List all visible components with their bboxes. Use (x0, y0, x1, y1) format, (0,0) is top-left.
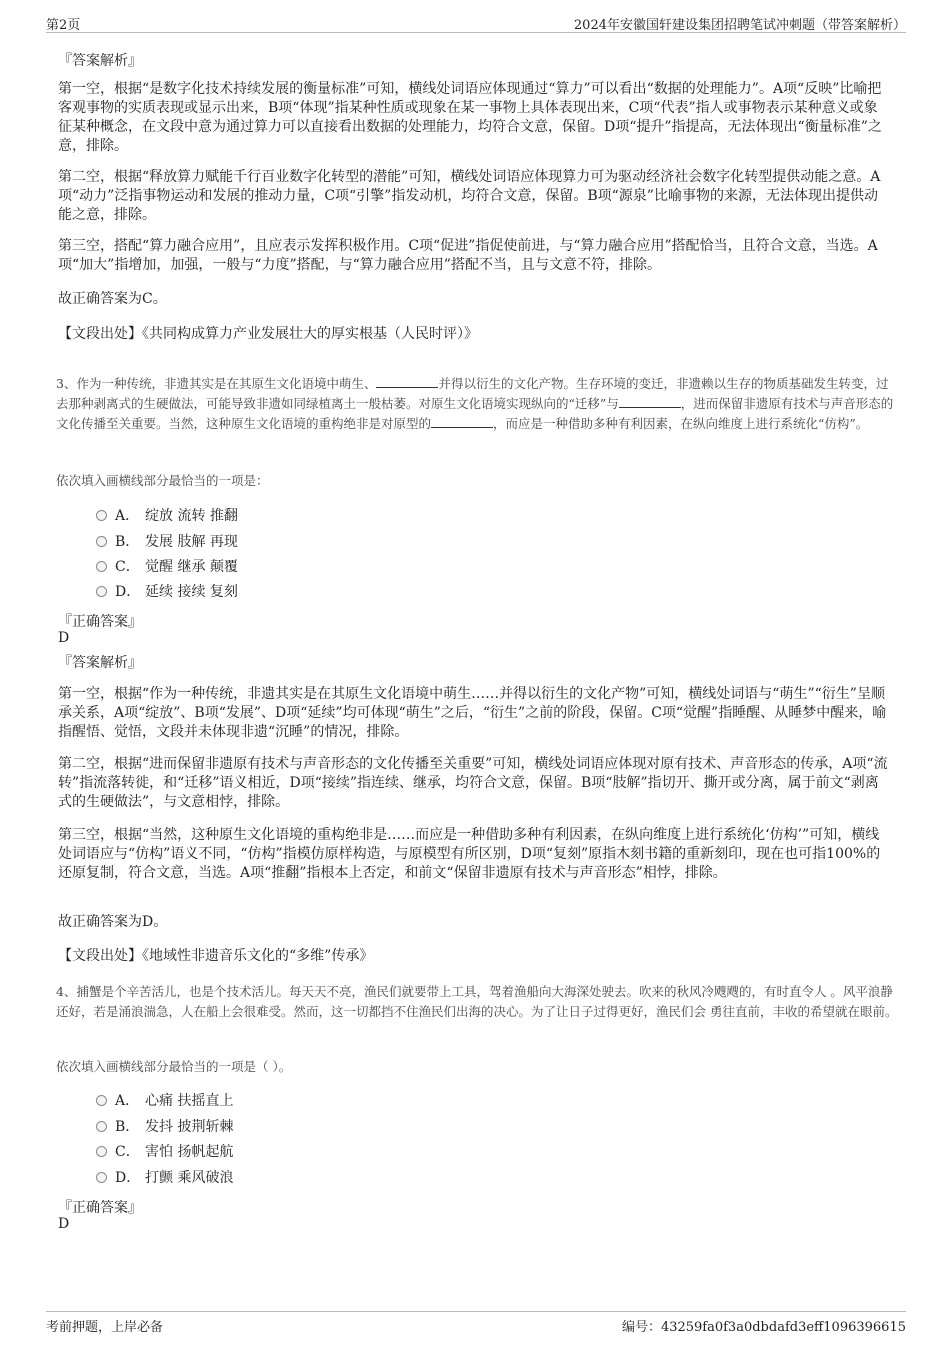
correct-answer-label: 『正确答案』 (58, 614, 142, 630)
document-id: 编号：43259fa0f3a0dbdafd3eff1096396615 (621, 1320, 906, 1335)
source-citation: 【文段出处】《地域性非遗音乐文化的“多维”传承》 (58, 948, 374, 964)
page-header (46, 14, 906, 33)
blank-line (431, 415, 493, 428)
blank-line (619, 395, 681, 408)
option-a[interactable]: A． 心痛 扶摇直上 (96, 1091, 233, 1111)
question-4-prompt: 依次填入画横线部分最恰当的一项是（ ）。 (56, 1059, 292, 1074)
page-footer (46, 1311, 906, 1335)
radio-icon[interactable] (96, 1146, 107, 1157)
conclusion: 故正确答案为D。 (58, 914, 168, 930)
radio-icon[interactable] (96, 1172, 107, 1183)
radio-icon[interactable] (96, 536, 107, 547)
analysis-paragraph: 第三空，根据“当然，这种原生文化语境的重构绝非是……而应是一种借助多种有利因素，在纵向维度上进行系统化‘仿构’”可知，横线处词语应与“仿构”语义不同，“仿构”指模仿原样构造，与原模型有所区别，D项“复刻”原指木刻书籍的重新刻印，现在也可指100%的还原复制，符合文意，当选。A项“推翻”指根本上否定，和前文“保留非遗原有技术与声音形态”相悖，排除。 (58, 827, 881, 881)
option-c[interactable]: C． 觉醒 继承 颠覆 (96, 557, 238, 577)
question-3-prompt: 依次填入画横线部分最恰当的一项是： (56, 473, 269, 488)
analysis-paragraph: 第一空，根据“是数字化技术持续发展的衡量标准”可知，横线处词语应体现通过“算力”可以看出“数据的处理能力”。A项“反映”比喻把客观事物的实质表现或显示出来，B项“体现”指某种性质或现象在某一事物上具体表现出来，C项“代表”指人或事物表示某种意义或象征某种概念，在文段中意为通过算力可以直接看出数据的处理能力，均符合文意，保留。D项“提升”指提高，无法体现出“衡量标准”之意，排除。 (58, 81, 882, 154)
option-c[interactable]: C． 害怕 扬帆起航 (96, 1142, 233, 1162)
conclusion: 故正确答案为C。 (58, 291, 167, 307)
option-a[interactable]: A． 绽放 流转 推翻 (96, 506, 238, 526)
radio-icon[interactable] (96, 561, 107, 572)
blank-line (376, 375, 438, 388)
analysis-paragraph: 第二空，根据“释放算力赋能千行百业数字化转型的潜能”可知，横线处词语应体现算力可为驱动经济社会数字化转型提供动能之意。A项“动力”泛指事物运动和发展的推动力量，C项“引擎”指发动机，均符合文意，保留。B项“源泉”比喻事物的来源，无法体现出提供动能之意，排除。 (58, 169, 881, 223)
analysis-paragraph: 第一空，根据“作为一种传统，非遗其实是在其原生文化语境中萌生……并得以衍生的文化产物”可知，横线处词语与“萌生”“衍生”呈顺承关系，A项“绽放”、B项“发展”、D项“延续”均可体现“萌生”之后，“衍生”之前的阶段，保留。C项“觉醒”指睡醒、从睡梦中醒来，喻指醒悟、觉悟，文段并未体现非遗“沉睡”的情况，排除。 (58, 686, 887, 740)
document-title: 2024年安徽国轩建设集团招聘笔试冲刺题（带答案解析） (573, 18, 906, 33)
radio-icon[interactable] (96, 1121, 107, 1132)
correct-answer-label: 『正确答案』 (58, 1200, 142, 1216)
radio-icon[interactable] (96, 510, 107, 521)
source-citation: 【文段出处】《共同构成算力产业发展壮大的厚实根基（人民时评）》 (58, 326, 478, 342)
page-number: 第2页 (46, 18, 81, 33)
analysis-label: 『答案解析』 (58, 53, 142, 69)
analysis-paragraph: 第三空，搭配“算力融合应用”，且应表示发挥积极作用。C项“促进”指促使前进，与“算力融合应用”搭配恰当，且符合文意，当选。A项“加大”指增加，加强，一般与“力度”搭配，与“算力融合应用”搭配不当，且与文意不符，排除。 (58, 238, 878, 273)
analysis-paragraph: 第二空，根据“进而保留非遗原有技术与声音形态的文化传播至关重要”可知，横线处词语应体现对原有技术、声音形态的传承，A项“流转”指流落转徙，和“迁移”语义相近，D项“接续”指连续、继承，均符合文意，保留。B项“肢解”指切开、撕开或分离，属于前文“剥离式的生硬做法”，与文意相悖，排除。 (58, 756, 888, 810)
correct-answer: D (58, 1216, 70, 1232)
option-b[interactable]: B． 发抖 披荆斩棘 (96, 1117, 233, 1137)
correct-answer: D (58, 630, 70, 646)
footer-slogan: 考前押题，上岸必备 (46, 1320, 164, 1335)
analysis-label: 『答案解析』 (58, 655, 142, 671)
question-3-stem: 3、作为一种传统，非遗其实是在其原生文化语境中萌生、 并得以衍生的文化产物。生存环境的变迁，非遗赖以生存的物质基础发生转变，过去那种剥离式的生硬做法，可能导致非遗如同绿植离土一般枯萎。对原生文化语境实现纵向的“迁移”与 ，进而保留非遗原有技术与声音形态的文化传播至关重要。当然，这种原生文化语境的重构绝非是对原型的 ，而应是一种借助多种有利因素，在纵向维度上进行系统化“仿构”。 (56, 376, 894, 431)
option-d[interactable]: D． 打颤 乘风破浪 (96, 1168, 233, 1188)
question-4-stem: 4、捕蟹是个辛苦活儿，也是个技术活儿。每天天不亮，渔民们就要带上工具，驾着渔船向大海深处驶去。吹来的秋风冷飕飕的，有时直令人 。风平浪静还好，若是涌浪湍急，人在船上会很难受。然而，这一切都挡不住渔民们出海的决心。为了让日子过得更好，渔民们会 勇往直前，丰收的希望就在眼前。 (56, 984, 898, 1019)
radio-icon[interactable] (96, 586, 107, 597)
option-d[interactable]: D． 延续 接续 复刻 (96, 582, 238, 602)
radio-icon[interactable] (96, 1095, 107, 1106)
option-b[interactable]: B． 发展 肢解 再现 (96, 532, 238, 552)
